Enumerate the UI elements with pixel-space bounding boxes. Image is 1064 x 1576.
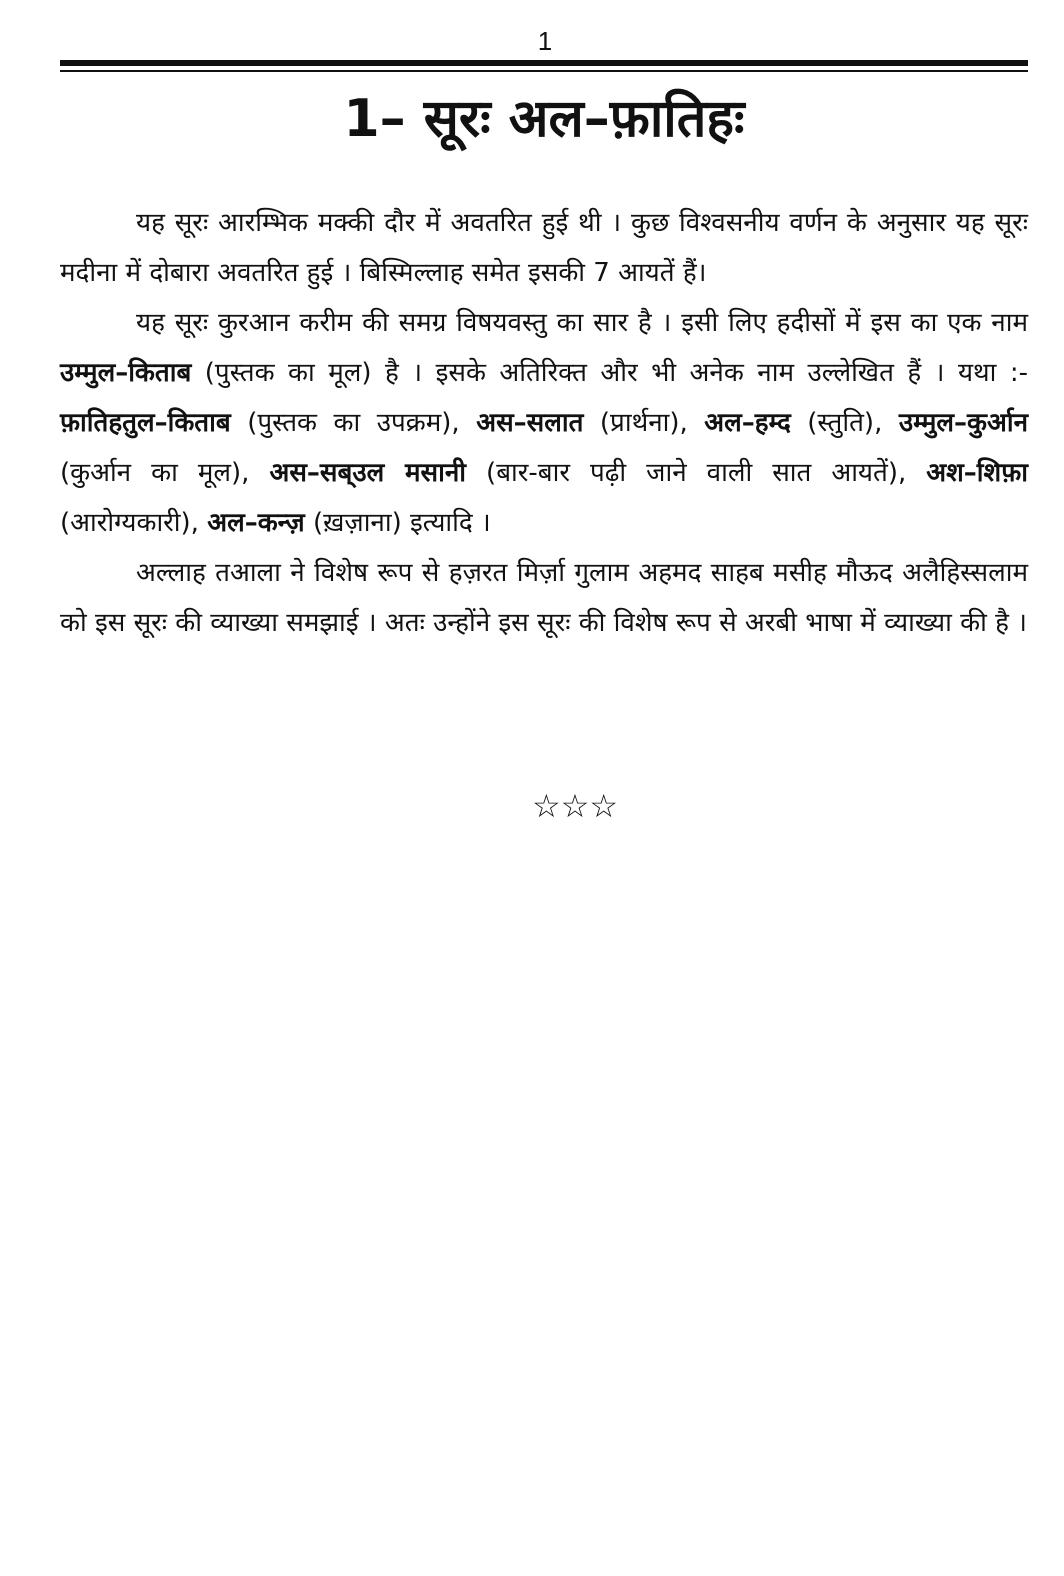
paragraph-text: (ख़ज़ाना) इत्यादि । — [304, 508, 491, 538]
paragraph-1 — [60, 198, 1028, 298]
paragraph-text: यह सूरः आरम्भिक मक्की दौर में अवतरित हुई थी । कुछ विश्वसनीय वर्णन के अनुसार यह सूरः मदीना में दोबारा अवतरित हुई । बिस्मिल्लाह समेत इसकी 7 आयतें हैं। — [60, 208, 1028, 288]
name-term: अल–कन्ज़ — [207, 508, 305, 538]
name-term: अश–शिफ़ा — [926, 458, 1029, 488]
name-term: उम्मुल–किताब — [60, 358, 192, 388]
paragraph-text: (आरोग्यकारी), — [60, 508, 208, 538]
paragraph-text: अल्लाह तआला ने विशेष रूप से हज़रत मिर्ज़ा गुलाम अहमद साहब मसीह मौऊद अलैहिस्सलाम को इस सूरः की व्याख्या समझाई । अतः उन्होंने इस सूरः की विशेष रूप से अरबी भाषा में व्याख्या की है । — [60, 558, 1028, 638]
paragraph-text: यह सूरः कुरआन करीम की समग्र विषयवस्तु का सार है । इसी लिए हदीसों में इस का एक नाम — [136, 308, 1028, 338]
section-separator-stars: ☆☆☆ — [531, 787, 619, 825]
header-rule-thin — [60, 70, 1028, 72]
paragraph-3 — [60, 548, 1028, 648]
body-text — [60, 198, 1028, 648]
paragraph-2 — [60, 298, 1028, 548]
chapter-title: 1– सूरः अल–फ़ातिहः — [343, 89, 745, 149]
name-term: उम्मुल–कुर्आन — [898, 408, 1029, 438]
name-term: अस–सब्उल मसानी — [269, 458, 467, 488]
paragraph-text: (कुर्आन का मूल), — [60, 458, 270, 488]
name-term: फ़ातिहतुल–किताब — [60, 408, 231, 438]
page-number: 1 — [537, 26, 553, 56]
paragraph-text: (बार-बार पढ़ी जाने वाली सात आयतें), — [466, 458, 927, 488]
paragraph-text: (पुस्तक का उपक्रम), — [230, 408, 477, 438]
name-term: अस–सलात — [476, 408, 584, 438]
paragraph-text: (प्रार्थना), — [583, 408, 705, 438]
header-rule-thick — [60, 60, 1028, 66]
paragraph-text: (पुस्तक का मूल) है । इसके अतिरिक्त और भी अनेक नाम उल्लेखित हैं । यथा :- — [191, 358, 1028, 388]
name-term: अल–हम्द — [704, 408, 791, 438]
paragraph-text: (स्तुति), — [790, 408, 899, 438]
